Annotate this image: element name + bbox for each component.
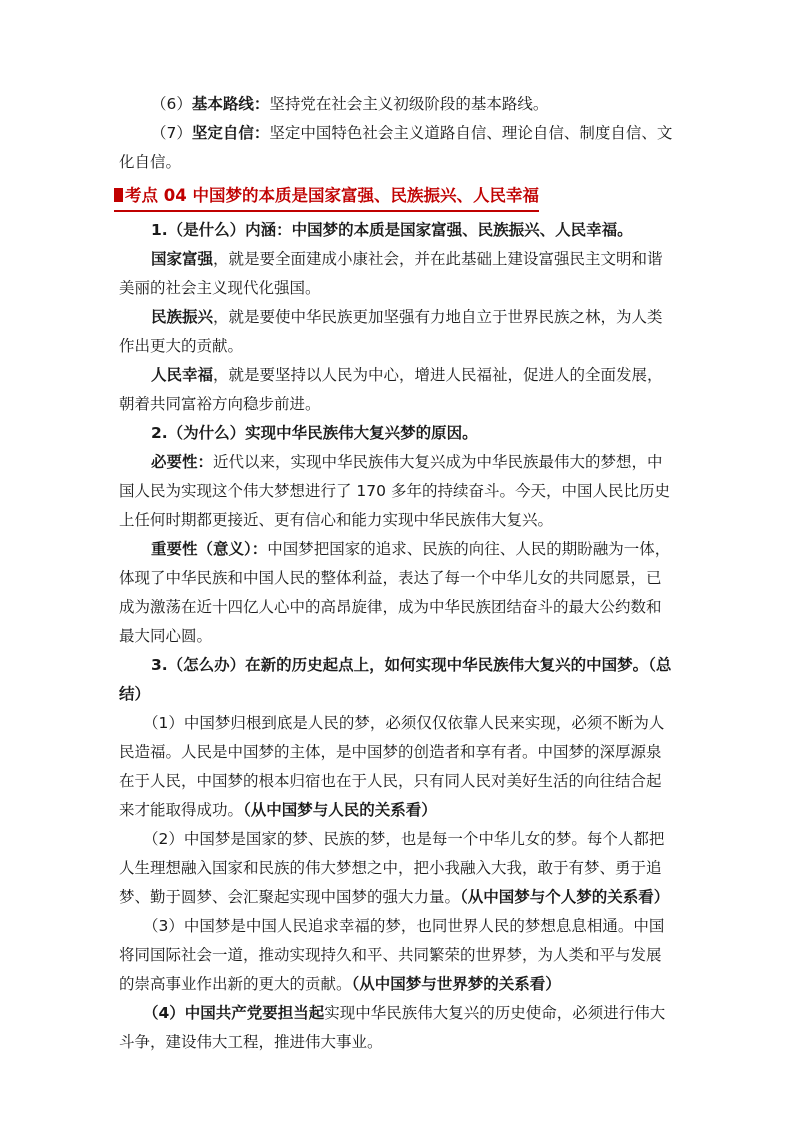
item-label: 坚定自信： [191, 124, 270, 142]
q2-heading: 2.（为什么）实现中华民族伟大复兴梦的原因。 [151, 424, 478, 442]
paragraph-basic-line [119, 90, 674, 119]
q2-para-importance: 重要性（意义）：中国梦把国家的追求、民族的向往、人民的期盼融为一体，体现了中华民族和中国人民的整体利益，表达了每一个中华儿女的共同愿景，已成为激荡在近十四亿人心中的高昂旋律，成为中华民族团结奋斗的最大公约数和最大同心圆。 [119, 540, 671, 645]
q1-para-prosperity: 国家富强，就是要全面建成小康社会，并在此基础上建设富强民主文明和谐美丽的社会主义现代化强国。 [119, 250, 663, 297]
q3-para-4: （4）中国共产党要担当起实现中华民族伟大复兴的历史使命，必须进行伟大斗争，建设伟大工程，推进伟大事业。 [119, 1004, 666, 1051]
q3-para-2: （2）中国梦是国家的梦、民族的梦，也是每一个中华儿女的梦。每个人都把人生理想融入国家和民族的伟大梦想之中，把小我融入大我，敢于有梦、勇于追梦、勤于圆梦、会汇聚起实现中国梦的强大力量。（从中国梦与个人梦的关系看） [119, 830, 670, 906]
section-heading [114, 183, 539, 212]
item-text: 坚定中国特色社会主义道路自信、理论自信、制度自信、文化自信。 [119, 124, 673, 171]
heading-square-icon [114, 188, 123, 202]
document-page [119, 90, 674, 1057]
q2-para-necessity: 必要性：近代以来，实现中华民族伟大复兴成为中华民族最伟大的梦想，中国人民为实现这个伟大梦想进行了 170 多年的持续奋斗。今天，中国人民比历史上任何时期都更接近、更有信心和能力实现中华民族伟大复兴。 [119, 453, 670, 529]
item-number: （6） [151, 95, 192, 113]
item-number: （7） [151, 124, 192, 142]
q3-para-3: （3）中国梦是中国人民追求幸福的梦，也同世界人民的梦想息息相通。中国将同国际社会一道，推动实现持久和平、共同繁荣的世界梦，为人类和平与发展的崇高事业作出新的更大的贡献。（从中国梦与世界梦的关系看） [119, 917, 665, 993]
item-label: 基本路线： [191, 95, 270, 113]
paragraph-confidence [119, 119, 674, 177]
q1-para-happiness: 人民幸福，就是要坚持以人民为中心，增进人民福祉，促进人的全面发展，朝着共同富裕方向稳步前进。 [119, 366, 663, 413]
q1-heading: 1.（是什么）内涵：中国梦的本质是国家富强、民族振兴、人民幸福。 [151, 221, 633, 239]
item-text: 坚持党在社会主义初级阶段的基本路线。 [269, 95, 549, 113]
q3-heading: 3.（怎么办）在新的历史起点上，如何实现中华民族伟大复兴的中国梦。（总结） [119, 656, 672, 703]
q3-para-1: （1）中国梦归根到底是人民的梦，必须仅仅依靠人民来实现，必须不断为人民造福。人民是中国梦的主体，是中国梦的创造者和享有者。中国梦的深厚源泉在于人民，中国梦的根本归宿也在于人民，只有同人民对美好生活的向往结合起来才能取得成功。（从中国梦与人民的关系看） [119, 714, 665, 819]
section-title: 考点 04 中国梦的本质是国家富强、民族振兴、人民幸福 [125, 186, 539, 205]
q1-para-rejuvenation: 民族振兴，就是要使中华民族更加坚强有力地自立于世界民族之林，为人类作出更大的贡献。 [119, 308, 663, 355]
